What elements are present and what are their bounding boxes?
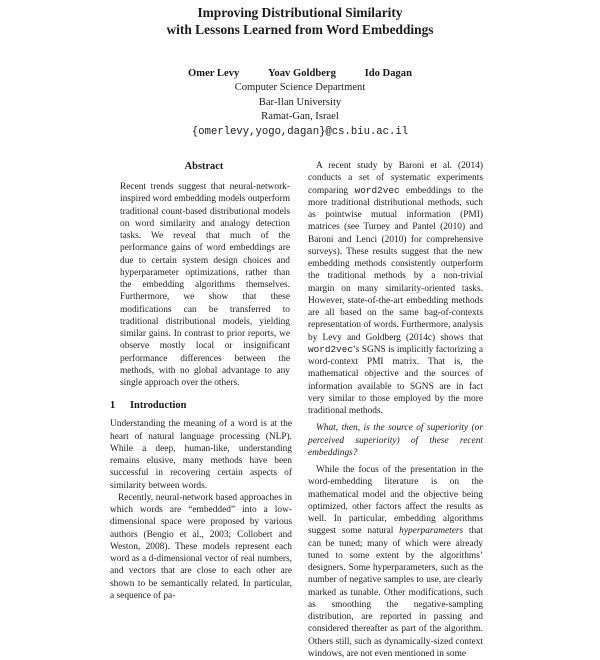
abstract-text: Recent trends suggest that neural-network-inspired word embedding models outperform traditional count-based distributional models on word similarity and analogy detection tasks. We reveal that much of the performance gains of word embeddings are due to certain system design choices and hyperparameter optimizations, rather than the embedding algorithms themselves. Furthermore, we show that these modifications can be transferred to traditional distributional models, yielding similar gains. In contrast to prior reports, we observe mostly local or insignificant performance differences between the methods, with no global advantage to any single approach over the others. bbox=[120, 182, 290, 388]
section-number: 1 bbox=[110, 400, 116, 412]
paper-title bbox=[0, 4, 600, 38]
section-heading-introduction bbox=[110, 399, 290, 412]
text-span: that can be tuned; many of which were already tuned to some extent by the algorithms’ designers. Some hyperparameters, such as the number of negative samples to use, are clearly marked as tunable. Other modifications, such as smoothing the negative-sampling distribution, are reported in passing and considered thereafter as part of the algorithm. Others still, such as dynamically-sized context windows, are not even mentioned in some bbox=[308, 526, 483, 659]
code-word2vec: word2vec bbox=[354, 184, 400, 196]
text-span: embeddings to the more traditional distributional methods, such as pointwise mutual information (PMI) matrices (see Turney and Pantel (2010) and Baroni and Lenci (2010) for comprehensive surveys). These results suggest that the new embedding methods consistently outperform the traditional methods by a non-trivial margin on many similarity-oriented tasks. However, state-of-the-art embedding methods are all based on the same bag-of-contexts representation of words. Furthermore, analysis by Levy and Goldberg (2014c) shows that bbox=[308, 185, 483, 343]
text-span: While the focus of the presentation in the word-embedding literature is on the mathematical model and the objective being optimized, other factors affect the results as well. In particular, embedding algorithms suggest some natural bbox=[308, 465, 483, 537]
title-line-2: with Lessons Learned from Word Embeddings bbox=[166, 22, 434, 37]
location: Ramat-Gan, Israel bbox=[261, 111, 339, 123]
emphasis-hyperparameters: hyperparameters bbox=[399, 526, 464, 537]
title-line-1: Improving Distributional Similarity bbox=[197, 5, 403, 20]
right-paragraph-3 bbox=[308, 464, 483, 660]
right-paragraph-1 bbox=[308, 160, 483, 417]
left-column bbox=[110, 160, 292, 602]
section-title: Introduction bbox=[130, 400, 187, 412]
intro-paragraph-2: Recently, neural-network based approaches in which words are “embedded” into a low-dimensional space were proposed by various authors (Bengio et al., 2003; Collobert and Weston, 2008). These models represent each word as a d-dimensional vector of real numbers, and vectors that are close to each other are shown to be semantically related. In particular, a sequence of pa- bbox=[110, 492, 292, 601]
author-name: Yoav Goldberg bbox=[267, 68, 336, 79]
right-column bbox=[308, 160, 483, 660]
department: Computer Science Department bbox=[234, 82, 366, 93]
author-list bbox=[0, 67, 600, 81]
author-emails: {omerlevy,yogo,dagan}@cs.biu.ac.il bbox=[191, 125, 409, 138]
author-name: Omer Levy bbox=[188, 68, 240, 79]
text-span: ’s SGNS is implicitly factorizing a word-context PMI matrix. That is, the mathematical objective and the sources of information available to SGNS are in fact very similar to those employed by the more traditional methods. bbox=[308, 344, 483, 416]
research-question: What, then, is the source of superiority (or perceived superiority) of these recent embeddings? bbox=[308, 423, 483, 458]
abstract-heading: Abstract bbox=[184, 161, 224, 172]
author-name: Ido Dagan bbox=[364, 68, 412, 79]
university: Bar-Ilan University bbox=[258, 96, 342, 108]
intro-paragraph-1: Understanding the meaning of a word is at the heart of natural language processing (NLP). While a deep, human-like, understanding remains elusive, many methods have been successful in recovering certain aspects of similarity between words. bbox=[110, 419, 292, 491]
code-word2vec: word2vec bbox=[308, 343, 354, 355]
text-span: A recent study by Baroni et al. (2014) conducts a set of systematic experiments comparing bbox=[308, 161, 483, 196]
affiliation-block bbox=[0, 81, 600, 139]
